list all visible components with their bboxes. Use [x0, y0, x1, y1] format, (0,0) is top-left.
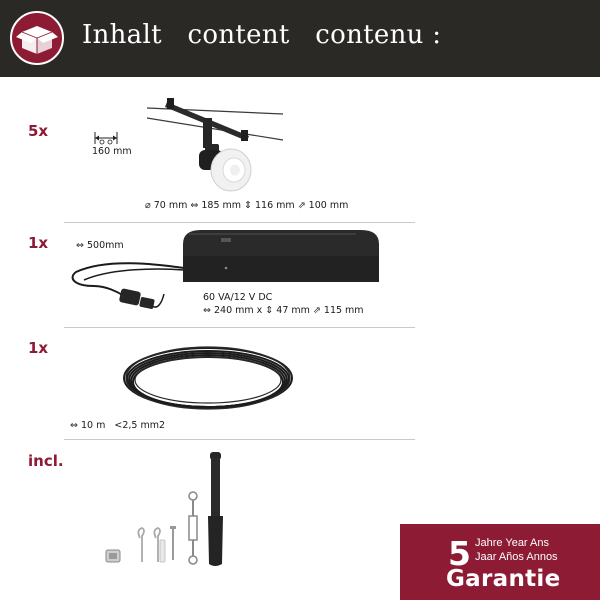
guarantee-years-line2: Jaar Años Annos: [475, 551, 558, 563]
cable-coil-image: [120, 342, 296, 419]
guarantee-years-number: 5: [448, 534, 471, 573]
quantity-label: incl.: [28, 452, 64, 470]
spacing-label: 160 mm: [92, 146, 132, 157]
quantity-label: 5x: [28, 122, 49, 140]
guarantee-badge: [400, 524, 600, 600]
quantity-label: 1x: [28, 234, 49, 252]
row-divider: [64, 222, 415, 223]
power-spec-label: 60 VA/12 V DC: [203, 292, 273, 303]
mounting-accessories-image: [100, 446, 250, 575]
row-divider: [64, 439, 415, 440]
guarantee-label: Garantie: [446, 566, 561, 592]
cable-dimensions: ⇔ 10 m <2,5 mm2: [70, 420, 166, 431]
page-title: Inhalt content contenu :: [82, 20, 442, 50]
guarantee-years-line1: Jahre Year Ans: [475, 537, 550, 549]
open-box-icon: [10, 11, 64, 65]
transformer-dimensions: ⇔ 240 mm x ⇕ 47 mm ⇗ 115 mm: [203, 305, 364, 316]
cable-spotlight-image: [145, 90, 285, 201]
quantity-label: 1x: [28, 339, 49, 357]
cable-length-label: ⇔ 500mm: [76, 240, 124, 251]
spotlight-dimensions: ⌀ 70 mm ⇔ 185 mm ⇕ 116 mm ⇗ 100 mm: [145, 200, 349, 211]
header-bar: [0, 0, 600, 77]
row-divider: [64, 327, 415, 328]
